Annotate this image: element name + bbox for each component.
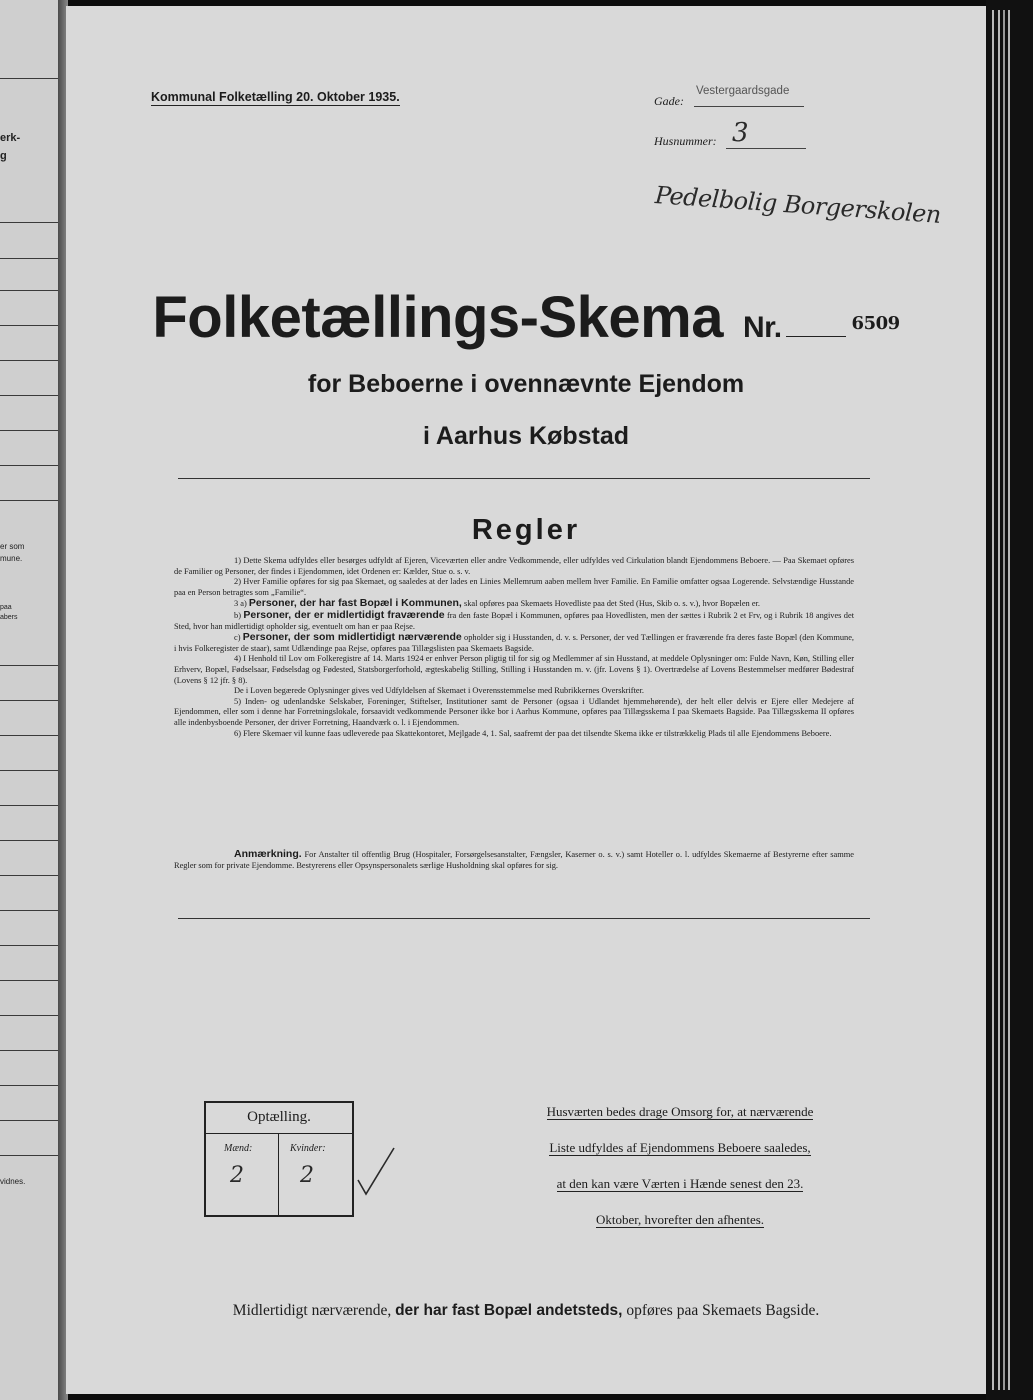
footer-part-1: Midlertidigt nærværende,	[232, 1302, 392, 1319]
notice-line-2	[500, 1140, 860, 1156]
left-page-rule	[0, 805, 58, 806]
footer-part-2: der har fast Bopæl andetsteds,	[395, 1302, 623, 1319]
rule-3b-number: b)	[234, 610, 241, 620]
page-edge	[1008, 10, 1010, 1390]
note-label: Anmærkning.	[234, 848, 302, 860]
left-page-fragment: paa	[0, 604, 12, 611]
left-page-rule	[0, 325, 58, 326]
rules-text	[174, 556, 854, 739]
divider-rule	[178, 478, 870, 479]
left-page-rule	[0, 78, 58, 79]
rule-6: 6) Flere Skemaer vil kunne faas udleverede paa Skattekontoret, Mejlgade 4, 1. Sal, saafremt der paa det tilsendte Skema ikke er tilstrækkelig Plads til alle Ejendommens Beboere.	[234, 728, 832, 738]
notice-line-4	[500, 1212, 860, 1228]
left-page-fragment: erk-	[0, 132, 21, 144]
notice-text: at den kan være Værten i Hænde senest den 23.	[556, 1176, 804, 1191]
left-page-rule	[0, 1015, 58, 1016]
left-page-rule	[0, 258, 58, 259]
left-page-rule	[0, 875, 58, 876]
street-underline	[694, 106, 804, 107]
house-number-value: 3	[732, 118, 749, 148]
left-page-rule	[0, 980, 58, 981]
left-page-rule	[0, 465, 58, 466]
rule-3c-number: c)	[234, 633, 241, 643]
rule-3c	[174, 632, 854, 654]
form-subtitle-1: for Beboerne i ovennævnte Ejendom	[307, 370, 745, 398]
left-page-rule	[0, 1155, 58, 1156]
left-page-rule	[0, 395, 58, 396]
rule-3b	[174, 610, 854, 632]
left-page-fragment: abers	[0, 614, 18, 621]
book-page-edges	[986, 0, 1033, 1400]
census-header-title: Kommunal Folketælling 20. Oktober 1935.	[151, 90, 400, 104]
form-number-label: Nr.	[743, 311, 782, 344]
street-label: Gade:	[654, 94, 684, 108]
left-page-rule	[0, 1120, 58, 1121]
count-box-title: Optælling.	[247, 1109, 311, 1125]
left-page-rule	[0, 222, 58, 223]
rule-3a-number: 3 a)	[234, 599, 247, 609]
census-form-page	[66, 6, 986, 1394]
footer-note	[66, 1302, 986, 1320]
left-page-rule	[0, 665, 58, 666]
form-number-underline	[786, 336, 846, 337]
left-page-rule	[0, 770, 58, 771]
rule-3a-heading: Personer, der har fast Bopæl i Kommunen,	[248, 597, 462, 610]
page-edge	[992, 10, 994, 1390]
count-men-value: 2	[230, 1163, 244, 1188]
left-page-rule	[0, 360, 58, 361]
count-box-divider	[206, 1133, 352, 1134]
notice-line-3	[500, 1176, 860, 1192]
form-subtitle-2: i Aarhus Købstad	[422, 422, 630, 450]
count-men-label: Mænd:	[224, 1143, 253, 1154]
left-page-fragment: g	[0, 150, 7, 162]
rule-3b-text: fra den faste Bopæl i Kommunen, opføres paa Hovedlisten, men der sættes i Rubrik 2 et Frv, og i Rubrik 18 angives det Sted, hvor han midlertidigt opholder sig, eventuelt om han er paa Rejse.	[174, 610, 855, 631]
page-edge	[998, 10, 1000, 1390]
checkmark-icon	[356, 1146, 396, 1198]
notice-text: Husværten bedes drage Omsorg for, at nærværende	[546, 1104, 814, 1119]
rule-3c-heading: Personer, der som midlertidigt nærværende	[242, 631, 462, 644]
count-women-value: 2	[300, 1163, 314, 1188]
left-page-rule	[0, 735, 58, 736]
notice-text: Liste udfyldes af Ejendommens Beboere saaledes,	[549, 1140, 811, 1155]
note-paragraph	[174, 849, 854, 872]
rule-4b: De i Loven begærede Oplysninger gives ved Udfyldelsen af Skemaet i Overensstemmelse med Rubrikkernes Overskrifter.	[234, 686, 645, 696]
left-page-fragment: vidnes.	[0, 1177, 26, 1186]
rule-1: 1) Dette Skema udfyldes eller besørges udfyldt af Ejeren, Viceværten eller andre Vedkommende, eller udfyldes ved Cirkulation blandt Ejendommens Beboere. — Paa Skemaet opføres de Familier og Personer, der findes i Ejendommen, idet Ordenen er: Kælder, Stue o. s. v.	[174, 556, 854, 576]
rule-3b-heading: Personer, der er midlertidigt fraværende	[243, 608, 445, 621]
left-page-rule	[0, 945, 58, 946]
rules-heading: Regler	[471, 514, 581, 546]
page-edge	[1003, 10, 1005, 1390]
left-page-rule	[0, 910, 58, 911]
rule-3c-text: opholder sig i Husstanden, d. v. s. Personer, der ved Tællingen er fraværende fra deres faste Bopæl (den Kommune, i hvis Folkeregister de staar), samt Udlændinge paa Rejse, opføres paa Tillægslisten paa Skemaets Bagside.	[174, 633, 855, 653]
rule-5: 5) Inden- og udenlandske Selskaber, Foreninger, Stiftelser, Institutioner samt de Personer (ogsaa i Udlandet hjemmehørende), der helt eller delvis er Ejere eller Medejere af Ejendommen, eller som i denne har Forretningslokale, forsaavidt vedkommende Personer ikke bor i Aarhus Kommune, opføres paa Tillægsskema I paa Skemaets Bagside. Paa Tillægsskema II opføres alle indenbysboende Personer, der driver Forretning, Haandværk o. l. i Ejendommen.	[174, 696, 854, 727]
handwritten-building-note: Pedelbolig Borgerskolen	[654, 181, 942, 229]
form-title	[66, 284, 986, 351]
left-page-fragment: er som	[0, 542, 25, 551]
rule-3a-text: skal opføres paa Skemaets Hovedliste paa det Sted (Hus, Skib o. s. v.), hvor Bopælen er.	[463, 599, 760, 609]
count-box	[204, 1101, 354, 1217]
footer-part-3: opføres paa Skemaets Bagside.	[626, 1302, 820, 1319]
left-page-fragment: mune.	[0, 554, 23, 563]
note-text: For Anstalter til offentlig Brug (Hospitaler, Forsørgelsesanstalter, Fængsler, Kaserner o. s. v.) samt Hoteller o. l. udfyldes Skemaerne af Bestyrerne efter samme Regler som for private Ejendomme. Bestyrerens eller Opsynspersonalets særlige Husholdning skal opføres for sig.	[174, 850, 854, 870]
form-number-value: 6509	[851, 313, 900, 334]
count-box-divider	[278, 1133, 279, 1215]
notice-line-1	[500, 1104, 860, 1120]
house-number-label: Husnummer:	[654, 134, 717, 148]
left-page-rule	[0, 700, 58, 701]
left-page-rule	[0, 290, 58, 291]
rule-4: 4) I Henhold til Lov om Folkeregistre af 14. Marts 1924 er enhver Person pligtig til for sig og Medlemmer af sin Husstand, at meddele Oplysninger om: Fulde Navn, Køn, Stilling eller Erhverv, Bopæl, Fødselsaar, Fødselsdag og Fødested, Statsborgerforhold, ægteskabelig Stilling, Stilling i Husstanden m. v. (jfr. Lovens § 1). Overtrædelse af Lovens Bestemmelser medfører Bødestraf (Lovens § 12 jfr. § 8).	[174, 654, 854, 685]
form-title-text: Folketællings-Skema	[152, 285, 724, 350]
divider-rule	[178, 918, 870, 919]
left-page-rule	[0, 430, 58, 431]
notice-text: Oktober, hvorefter den afhentes.	[595, 1212, 765, 1227]
left-page-rule	[0, 1085, 58, 1086]
left-page-strip	[0, 0, 58, 1400]
count-women-label: Kvinder:	[290, 1143, 326, 1154]
left-page-rule	[0, 500, 58, 501]
street-value: Vestergaardsgade	[696, 85, 790, 97]
left-page-rule	[0, 1050, 58, 1051]
house-number-underline	[726, 148, 806, 149]
left-page-rule	[0, 840, 58, 841]
rule-2: 2) Hver Familie opføres for sig paa Skemaet, og saaledes at der lades en Linies Mellemrum aaben mellem hver Familie. En Familie omfatter ogsaa Logerende. Selvstændige Husstande paa en Person betragtes som „Familie“.	[174, 577, 854, 597]
